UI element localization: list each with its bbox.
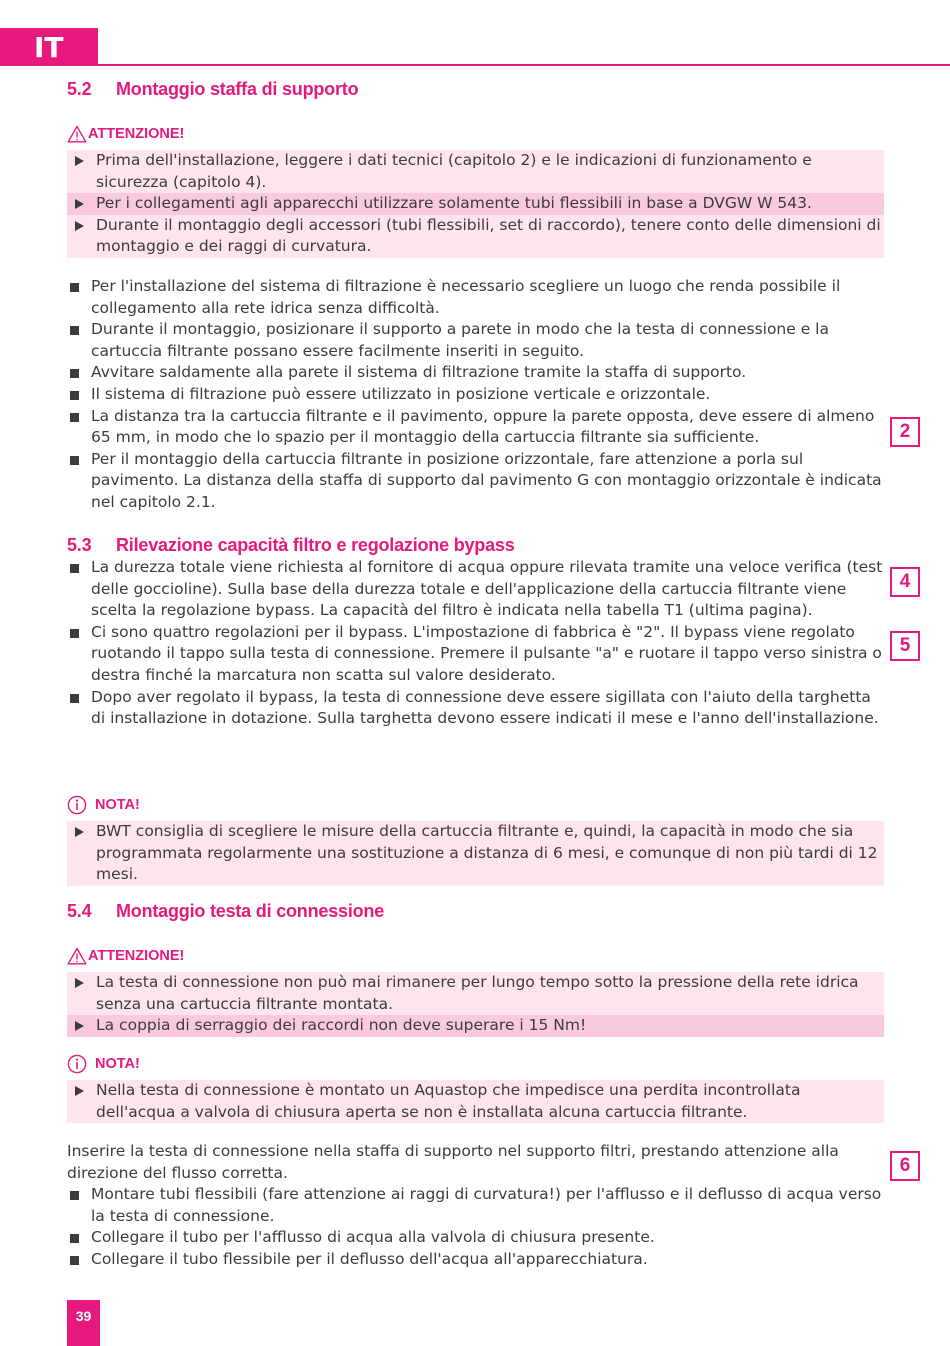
warning-label: ATTENZIONE!	[88, 126, 185, 142]
list-item: Per l'installazione del sistema di filtrazione è necessario scegliere un luogo che renda possibile il collegamento alla rete idrica senza difficoltà.	[67, 276, 887, 319]
section-5-4-heading	[67, 901, 384, 922]
note-item: BWT consiglia di scegliere le misure della cartuccia filtrante e, quindi, la capacità in modo che sia programmata regolarmente una sostituzione a distanza di 6 mesi, e comunque di non più tardi di 12 mesi.	[67, 821, 884, 886]
bullet-square-icon	[70, 1256, 79, 1265]
bullet-square-icon	[70, 629, 79, 638]
note-label: NOTA!	[95, 797, 140, 813]
section-number: 5.2	[67, 79, 92, 99]
note-label: NOTA!	[95, 1056, 140, 1072]
section-number: 5.4	[67, 901, 92, 921]
warning-item: Per i collegamenti agli apparecchi utilizzare solamente tubi flessibili in base a DVGW W 543.	[67, 193, 884, 215]
list-item: Per il montaggio della cartuccia filtrante in posizione orizzontale, fare attenzione a porla sul pavimento. La distanza della staffa di supporto dal pavimento G con montaggio orizzontale è indicata nel capitolo 2.1.	[67, 449, 887, 514]
bullet-triangle-icon	[75, 156, 84, 166]
section-title: Montaggio testa di connessione	[116, 901, 385, 921]
bullet-square-icon	[70, 283, 79, 292]
figure-reference: 6	[890, 1151, 920, 1181]
bullet-square-icon	[70, 1191, 79, 1200]
section-number: 5.3	[67, 535, 92, 555]
language-tab: IT	[0, 28, 98, 66]
bullet-square-icon	[70, 413, 79, 422]
bullet-square-icon	[70, 564, 79, 573]
warning-item: Durante il montaggio degli accessori (tubi flessibili, set di raccordo), tenere conto delle dimensioni di montaggio e dei raggi di curvatura.	[67, 215, 884, 258]
section-5-4-list	[67, 1184, 887, 1270]
section-5-3-heading	[67, 535, 515, 556]
list-item: Collegare il tubo per l'afflusso di acqua alla valvola di chiusura presente.	[67, 1227, 887, 1249]
section-5-2-list	[67, 276, 887, 514]
bullet-square-icon	[70, 369, 79, 378]
section-5-2-heading	[67, 79, 358, 100]
figure-reference: 5	[890, 631, 920, 661]
list-item: Avvitare saldamente alla parete il sistema di filtrazione tramite la staffa di supporto.	[67, 362, 887, 384]
list-item: Montare tubi flessibili (fare attenzione ai raggi di curvatura!) per l'afflusso e il deflusso di acqua verso la testa di connessione.	[67, 1184, 887, 1227]
warning-heading	[67, 947, 184, 965]
note-box	[67, 821, 884, 886]
section-5-3-list	[67, 557, 887, 730]
bullet-triangle-icon	[75, 827, 84, 837]
warning-item: Prima dell'installazione, leggere i dati tecnici (capitolo 2) e le indicazioni di funzionamento e sicurezza (capitolo 4).	[67, 150, 884, 193]
warning-box	[67, 150, 884, 258]
warning-item: La coppia di serraggio dei raccordi non deve superare i 15 Nm!	[67, 1015, 884, 1037]
list-item: Collegare il tubo flessibile per il deflusso dell'acqua all'apparecchiatura.	[67, 1249, 887, 1271]
list-item: Durante il montaggio, posizionare il supporto a parete in modo che la testa di connessione e la cartuccia filtrante possano essere facilmente inseriti in seguito.	[67, 319, 887, 362]
note-heading	[67, 1054, 140, 1074]
bullet-square-icon	[70, 456, 79, 465]
figure-reference: 4	[890, 567, 920, 597]
list-item: Il sistema di filtrazione può essere utilizzato in posizione verticale e orizzontale.	[67, 384, 887, 406]
list-item: La durezza totale viene richiesta al fornitore di acqua oppure rilevata tramite una veloce verifica (test delle goccioline). Sulla base della durezza totale e dell'applicazione della cartuccia filtrante viene scelta la regolazione bypass. La capacità del filtro è indicata nella tabella T1 (ultima pagina).	[67, 557, 887, 622]
warning-heading	[67, 125, 184, 143]
warning-label: ATTENZIONE!	[88, 948, 185, 964]
note-box	[67, 1080, 884, 1123]
list-item: Ci sono quattro regolazioni per il bypass. L'impostazione di fabbrica è "2". Il bypass viene regolato ruotando il tappo sulla testa di connessione. Premere il pulsante "a" e ruotare il tappo verso sinistra o destra finché la marcatura non scatta sul valore desiderato.	[67, 622, 887, 687]
bullet-square-icon	[70, 391, 79, 400]
bullet-triangle-icon	[75, 1086, 84, 1096]
bullet-square-icon	[70, 1234, 79, 1243]
figure-reference: 2	[890, 417, 920, 447]
warning-box	[67, 972, 884, 1037]
list-item: La distanza tra la cartuccia filtrante e il pavimento, oppure la parete opposta, deve essere di almeno 65 mm, in modo che lo spazio per il montaggio della cartuccia filtrante sia sufficiente.	[67, 406, 887, 449]
bullet-triangle-icon	[75, 221, 84, 231]
note-heading	[67, 795, 140, 815]
bullet-triangle-icon	[75, 978, 84, 988]
bullet-square-icon	[70, 326, 79, 335]
bullet-square-icon	[70, 694, 79, 703]
warning-item: La testa di connessione non può mai rimanere per lungo tempo sotto la pressione della rete idrica senza una cartuccia filtrante montata.	[67, 972, 884, 1015]
header-rule	[98, 64, 950, 66]
list-item: Dopo aver regolato il bypass, la testa di connessione deve essere sigillata con l'aiuto della targhetta di installazione in dotazione. Sulla targhetta devono essere indicati il mese e l'anno dell'installazione.	[67, 687, 887, 730]
warning-icon	[67, 947, 87, 965]
warning-icon	[67, 125, 87, 143]
page-number: 39	[67, 1300, 100, 1346]
bullet-triangle-icon	[75, 199, 84, 209]
note-item: Nella testa di connessione è montato un Aquastop che impedisce una perdita incontrollata dell'acqua a valvola di chiusura aperta se non è installata alcuna cartuccia filtrante.	[67, 1080, 884, 1123]
intro-paragraph: Inserire la testa di connessione nella staffa di supporto nel supporto filtri, prestando attenzione alla direzione del flusso corretta.	[67, 1142, 839, 1182]
section-title: Rilevazione capacità filtro e regolazione bypass	[116, 535, 515, 555]
info-icon	[67, 795, 87, 815]
section-title: Montaggio staffa di supporto	[116, 79, 359, 99]
bullet-triangle-icon	[75, 1021, 84, 1031]
info-icon	[67, 1054, 87, 1074]
